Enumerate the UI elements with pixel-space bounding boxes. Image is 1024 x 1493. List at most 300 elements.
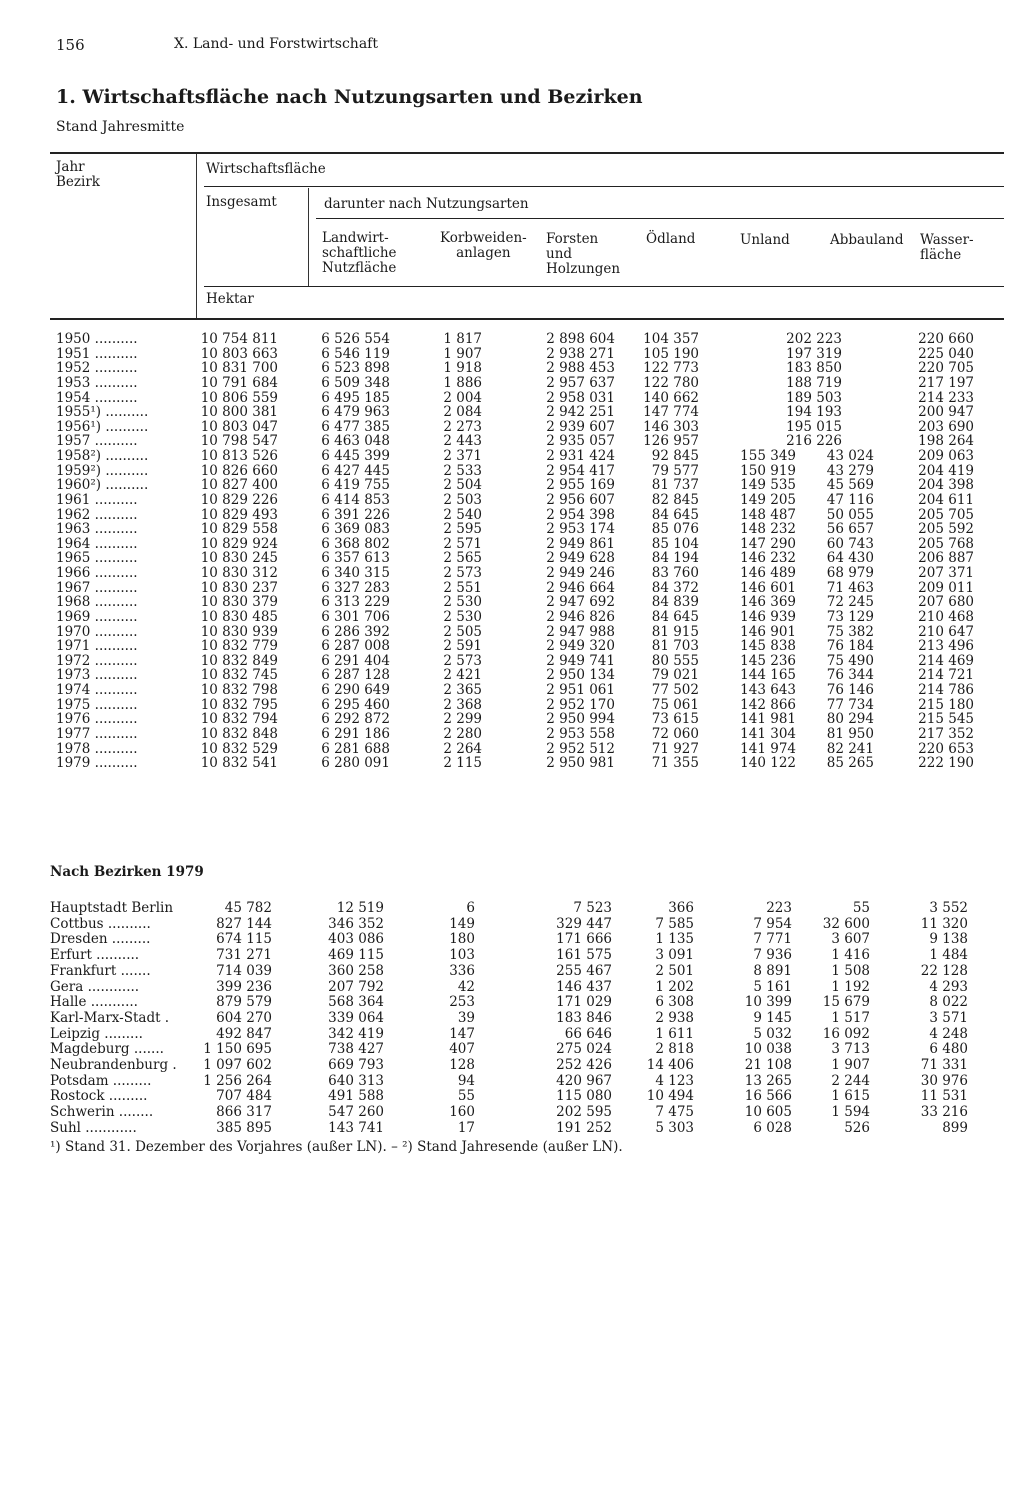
table-cell: 146 369 bbox=[740, 594, 796, 611]
table-cell: 1 192 bbox=[831, 978, 870, 995]
table-cell: 899 bbox=[942, 1119, 968, 1136]
table-cell: 10 832 529 bbox=[200, 740, 278, 757]
table-cell: 674 115 bbox=[216, 931, 272, 948]
table-cell: 214 786 bbox=[918, 682, 974, 699]
row-label: 1952 .......... bbox=[56, 360, 138, 377]
table-cell: 144 165 bbox=[740, 667, 796, 684]
row-label: 1969 .......... bbox=[56, 608, 138, 625]
table-cell: 731 271 bbox=[216, 947, 272, 964]
table-row bbox=[0, 625, 1024, 640]
row-label: 1967 .......... bbox=[56, 579, 138, 596]
table-cell: 714 039 bbox=[216, 962, 272, 979]
table-cell: 6 028 bbox=[753, 1119, 792, 1136]
table-cell: 161 575 bbox=[556, 947, 612, 964]
table-cell: 339 064 bbox=[328, 1009, 384, 1026]
table-cell: 71 463 bbox=[826, 579, 874, 596]
table-row bbox=[0, 654, 1024, 669]
table-cell: 16 092 bbox=[822, 1025, 870, 1042]
table-row bbox=[0, 1042, 1024, 1058]
table-cell: 6 480 bbox=[929, 1041, 968, 1058]
table-cell: 75 061 bbox=[651, 696, 699, 713]
table-cell: 2 951 061 bbox=[546, 682, 615, 699]
table-cell: 10 605 bbox=[744, 1104, 792, 1121]
row-label: 1979 .......... bbox=[56, 755, 138, 772]
table-cell: 202 595 bbox=[556, 1104, 612, 1121]
table-cell: 2 443 bbox=[443, 433, 482, 450]
table-row bbox=[0, 581, 1024, 596]
table-cell: 6 301 706 bbox=[321, 608, 390, 625]
row-label: 1971 .......... bbox=[56, 638, 138, 655]
table-cell: 183 850 bbox=[786, 360, 842, 377]
table-cell: 6 414 853 bbox=[321, 491, 390, 508]
table-cell: 225 040 bbox=[918, 345, 974, 362]
table-cell: 10 832 541 bbox=[200, 755, 278, 772]
row-label: Frankfurt ....... bbox=[50, 962, 151, 979]
table-cell: 827 144 bbox=[216, 915, 272, 932]
table-cell: 491 588 bbox=[328, 1088, 384, 1105]
table-cell: 2 280 bbox=[443, 726, 482, 742]
bezirke-title: Nach Bezirken 1979 bbox=[50, 864, 204, 880]
table-cell: 84 372 bbox=[651, 579, 699, 596]
table-cell: 81 703 bbox=[651, 638, 699, 655]
table-cell: 407 bbox=[449, 1041, 475, 1058]
table-cell: 207 680 bbox=[918, 594, 974, 611]
table-cell: 147 774 bbox=[643, 404, 699, 421]
header-abbauland: Abbauland bbox=[830, 232, 904, 248]
table-cell: 13 265 bbox=[744, 1072, 792, 1089]
table-row bbox=[0, 332, 1024, 347]
table-cell: 150 919 bbox=[740, 462, 796, 479]
table-cell: 2 533 bbox=[443, 462, 482, 479]
header-wasser: Wasser- fläche bbox=[920, 232, 974, 263]
table-row bbox=[0, 1027, 1024, 1043]
table-cell: 4 248 bbox=[929, 1025, 968, 1042]
table-cell: 2 949 741 bbox=[546, 652, 615, 669]
table-cell: 5 303 bbox=[655, 1119, 694, 1136]
table-cell: 2 818 bbox=[655, 1041, 694, 1058]
header-landwirtschaftliche: Landwirt- schaftliche Nutzfläche bbox=[322, 230, 397, 276]
table-cell: 366 bbox=[668, 900, 694, 916]
table-cell: 76 146 bbox=[826, 682, 874, 699]
row-label: 1951 .......... bbox=[56, 345, 138, 362]
table-cell: 204 398 bbox=[918, 477, 974, 494]
table-cell: 3 607 bbox=[831, 931, 870, 948]
table-cell: 2 957 637 bbox=[546, 374, 615, 391]
row-label: Karl-Marx-Stadt . bbox=[50, 1009, 170, 1026]
table-cell: 72 060 bbox=[651, 726, 699, 742]
table-cell: 2 368 bbox=[443, 696, 482, 713]
table-cell: 55 bbox=[852, 900, 870, 916]
table-cell: 12 519 bbox=[336, 900, 384, 916]
table-cell: 145 236 bbox=[740, 652, 796, 669]
table-cell: 3 713 bbox=[831, 1041, 870, 1058]
table-cell: 205 592 bbox=[918, 521, 974, 538]
table-cell: 198 264 bbox=[918, 433, 974, 450]
table-row bbox=[0, 391, 1024, 406]
row-label: 1955¹) .......... bbox=[56, 404, 149, 421]
table-cell: 115 080 bbox=[556, 1088, 612, 1105]
table-cell: 738 427 bbox=[328, 1041, 384, 1058]
table-cell: 2 503 bbox=[443, 491, 482, 508]
table-cell: 10 832 745 bbox=[200, 667, 278, 684]
table-row bbox=[0, 948, 1024, 964]
row-label: 1957 .......... bbox=[56, 433, 138, 450]
table-cell: 10 829 924 bbox=[200, 535, 278, 552]
table-cell: 45 569 bbox=[826, 477, 874, 494]
table-cell: 2 988 453 bbox=[546, 360, 615, 377]
table-cell: 6 281 688 bbox=[321, 740, 390, 757]
row-label: 1950 .......... bbox=[56, 331, 138, 347]
table-cell: 149 535 bbox=[740, 477, 796, 494]
table-cell: 16 566 bbox=[744, 1088, 792, 1105]
table-cell: 2 955 169 bbox=[546, 477, 615, 494]
table-cell: 43 024 bbox=[826, 448, 874, 465]
table-cell: 82 241 bbox=[826, 740, 874, 757]
table-cell: 47 116 bbox=[826, 491, 874, 508]
table-cell: 6 427 445 bbox=[321, 462, 390, 479]
table-cell: 6 368 802 bbox=[321, 535, 390, 552]
table-cell: 94 bbox=[457, 1072, 475, 1089]
page-number: 156 bbox=[56, 36, 85, 54]
table-cell: 2 595 bbox=[443, 521, 482, 538]
table-cell: 492 847 bbox=[216, 1025, 272, 1042]
table-row bbox=[0, 376, 1024, 391]
table-cell: 81 950 bbox=[826, 726, 874, 742]
table-cell: 669 793 bbox=[328, 1057, 384, 1073]
row-label: 1966 .......... bbox=[56, 565, 138, 582]
table-cell: 2 573 bbox=[443, 652, 482, 669]
row-label: 1978 .......... bbox=[56, 740, 138, 757]
table-row bbox=[0, 478, 1024, 493]
running-head: X. Land- und Forstwirtschaft bbox=[174, 36, 378, 52]
table-cell: 10 831 700 bbox=[200, 360, 278, 377]
table-cell: 1 918 bbox=[443, 360, 482, 377]
table-cell: 1 886 bbox=[443, 374, 482, 391]
table-cell: 203 690 bbox=[918, 418, 974, 435]
table-cell: 2 935 057 bbox=[546, 433, 615, 450]
row-label: 1962 .......... bbox=[56, 506, 138, 523]
table-cell: 10 829 493 bbox=[200, 506, 278, 523]
row-label: Leipzig ......... bbox=[50, 1025, 143, 1042]
table-cell: 10 806 559 bbox=[200, 389, 278, 406]
table-cell: 10 830 237 bbox=[200, 579, 278, 596]
table-row bbox=[0, 361, 1024, 376]
table-cell: 76 184 bbox=[826, 638, 874, 655]
table-cell: 2 504 bbox=[443, 477, 482, 494]
table-row bbox=[0, 566, 1024, 581]
header-rule-darunter bbox=[316, 218, 1004, 219]
table-cell: 188 719 bbox=[786, 374, 842, 391]
table-cell: 469 115 bbox=[328, 947, 384, 964]
table-cell: 204 611 bbox=[918, 491, 974, 508]
table-cell: 2 953 558 bbox=[546, 726, 615, 742]
table-cell: 195 015 bbox=[786, 418, 842, 435]
table-cell: 10 754 811 bbox=[200, 331, 278, 347]
table-cell: 214 721 bbox=[918, 667, 974, 684]
table-cell: 171 666 bbox=[556, 931, 612, 948]
table-cell: 146 437 bbox=[556, 978, 612, 995]
table-cell: 1 611 bbox=[655, 1025, 694, 1042]
table-cell: 6 287 128 bbox=[321, 667, 390, 684]
table-cell: 80 555 bbox=[651, 652, 699, 669]
header-rule-wirtschaftsflaeche bbox=[204, 186, 1004, 187]
table-cell: 2 949 861 bbox=[546, 535, 615, 552]
table-cell: 10 829 226 bbox=[200, 491, 278, 508]
table-cell: 6 369 083 bbox=[321, 521, 390, 538]
table-cell: 75 382 bbox=[826, 623, 874, 640]
table-cell: 8 891 bbox=[753, 962, 792, 979]
table-cell: 21 108 bbox=[744, 1057, 792, 1073]
table-row bbox=[0, 995, 1024, 1011]
table-cell: 2 942 251 bbox=[546, 404, 615, 421]
table-cell: 6 419 755 bbox=[321, 477, 390, 494]
table-cell: 147 bbox=[449, 1025, 475, 1042]
table-cell: 6 509 348 bbox=[321, 374, 390, 391]
row-label: Neubrandenburg . bbox=[50, 1057, 177, 1073]
table-cell: 2 264 bbox=[443, 740, 482, 757]
table-cell: 1 150 695 bbox=[203, 1041, 272, 1058]
table-cell: 10 399 bbox=[744, 994, 792, 1011]
row-label: Schwerin ........ bbox=[50, 1104, 154, 1121]
table-cell: 143 643 bbox=[740, 682, 796, 699]
table-cell: 6 308 bbox=[655, 994, 694, 1011]
insgesamt-divider bbox=[308, 188, 309, 286]
table-cell: 420 967 bbox=[556, 1072, 612, 1089]
table-cell: 76 344 bbox=[826, 667, 874, 684]
header-darunter: darunter nach Nutzungsarten bbox=[324, 196, 529, 212]
row-label: 1976 .......... bbox=[56, 711, 138, 728]
table-cell: 84 645 bbox=[651, 506, 699, 523]
table-cell: 275 024 bbox=[556, 1041, 612, 1058]
table-cell: 2 365 bbox=[443, 682, 482, 699]
row-label: 1964 .......... bbox=[56, 535, 138, 552]
table-cell: 10 813 526 bbox=[200, 448, 278, 465]
row-label: 1973 .......... bbox=[56, 667, 138, 684]
table-cell: 329 447 bbox=[556, 915, 612, 932]
row-label: Suhl ............ bbox=[50, 1119, 137, 1136]
table-cell: 197 319 bbox=[786, 345, 842, 362]
table-cell: 42 bbox=[457, 978, 475, 995]
row-label: 1961 .......... bbox=[56, 491, 138, 508]
table-cell: 2 954 417 bbox=[546, 462, 615, 479]
table-cell: 146 901 bbox=[740, 623, 796, 640]
table-cell: 385 895 bbox=[216, 1119, 272, 1136]
table-row bbox=[0, 1089, 1024, 1105]
table-cell: 141 974 bbox=[740, 740, 796, 757]
table-row bbox=[0, 508, 1024, 523]
table-cell: 253 bbox=[449, 994, 475, 1011]
table-cell: 2 244 bbox=[831, 1072, 870, 1089]
table-cell: 141 304 bbox=[740, 726, 796, 742]
table-cell: 11 531 bbox=[920, 1088, 968, 1105]
table-cell: 2 946 826 bbox=[546, 608, 615, 625]
header-top-rule bbox=[50, 152, 1004, 154]
row-label: 1959²) .......... bbox=[56, 462, 149, 479]
table-cell: 15 679 bbox=[822, 994, 870, 1011]
table-row bbox=[0, 537, 1024, 552]
table-cell: 202 223 bbox=[786, 331, 842, 347]
table-subtitle: Stand Jahresmitte bbox=[56, 119, 185, 135]
table-cell: 122 773 bbox=[643, 360, 699, 377]
row-label: Cottbus .......... bbox=[50, 915, 151, 932]
table-cell: 149 bbox=[449, 915, 475, 932]
row-label: Dresden ......... bbox=[50, 931, 151, 948]
table-cell: 6 295 460 bbox=[321, 696, 390, 713]
row-label: 1975 .......... bbox=[56, 696, 138, 713]
table-cell: 205 768 bbox=[918, 535, 974, 552]
table-cell: 2 947 692 bbox=[546, 594, 615, 611]
table-cell: 6 546 119 bbox=[321, 345, 390, 362]
table-cell: 2 530 bbox=[443, 608, 482, 625]
header-insgesamt: Insgesamt bbox=[206, 194, 277, 210]
table-row bbox=[0, 639, 1024, 654]
table-cell: 8 022 bbox=[929, 994, 968, 1011]
table-cell: 56 657 bbox=[826, 521, 874, 538]
table-cell: 4 123 bbox=[655, 1072, 694, 1089]
table-cell: 17 bbox=[457, 1119, 475, 1136]
table-cell: 399 236 bbox=[216, 978, 272, 995]
table-row bbox=[0, 712, 1024, 727]
table-cell: 79 021 bbox=[651, 667, 699, 684]
table-cell: 85 104 bbox=[651, 535, 699, 552]
table-cell: 209 011 bbox=[918, 579, 974, 596]
table-cell: 220 660 bbox=[918, 331, 974, 347]
table-cell: 207 792 bbox=[328, 978, 384, 995]
table-cell: 222 190 bbox=[918, 755, 974, 772]
table-cell: 6 291 186 bbox=[321, 726, 390, 742]
table-cell: 2 565 bbox=[443, 550, 482, 567]
table-cell: 146 939 bbox=[740, 608, 796, 625]
table-cell: 209 063 bbox=[918, 448, 974, 465]
table-cell: 1 517 bbox=[831, 1009, 870, 1026]
table-cell: 7 475 bbox=[655, 1104, 694, 1121]
table-cell: 72 245 bbox=[826, 594, 874, 611]
table-cell: 1 484 bbox=[929, 947, 968, 964]
footnote: ¹) Stand 31. Dezember des Vorjahres (außer LN). – ²) Stand Jahresende (außer LN). bbox=[50, 1139, 623, 1155]
header-bottom-rule bbox=[50, 318, 1004, 320]
table-cell: 2 931 424 bbox=[546, 448, 615, 465]
table-cell: 84 194 bbox=[651, 550, 699, 567]
table-cell: 66 646 bbox=[564, 1025, 612, 1042]
table-cell: 217 197 bbox=[918, 374, 974, 391]
table-cell: 252 426 bbox=[556, 1057, 612, 1073]
table-cell: 2 939 607 bbox=[546, 418, 615, 435]
table-cell: 81 737 bbox=[651, 477, 699, 494]
row-label: Magdeburg ....... bbox=[50, 1041, 164, 1058]
row-label: 1954 .......... bbox=[56, 389, 138, 406]
row-label: Halle ........... bbox=[50, 994, 138, 1011]
table-row bbox=[0, 1121, 1024, 1137]
table-cell: 2 084 bbox=[443, 404, 482, 421]
row-label: Rostock ......... bbox=[50, 1088, 148, 1105]
table-cell: 10 829 558 bbox=[200, 521, 278, 538]
table-cell: 43 279 bbox=[826, 462, 874, 479]
row-label: Potsdam ......... bbox=[50, 1072, 152, 1089]
table-cell: 146 232 bbox=[740, 550, 796, 567]
header-korbweiden: Korbweiden- anlagen bbox=[440, 230, 527, 261]
table-cell: 206 887 bbox=[918, 550, 974, 567]
header-stub: Jahr Bezirk bbox=[56, 159, 100, 190]
table-cell: 10 038 bbox=[744, 1041, 792, 1058]
table-row bbox=[0, 420, 1024, 435]
table-cell: 80 294 bbox=[826, 711, 874, 728]
table-cell: 85 265 bbox=[826, 755, 874, 772]
table-row bbox=[0, 493, 1024, 508]
table-cell: 5 032 bbox=[753, 1025, 792, 1042]
table-cell: 6 291 404 bbox=[321, 652, 390, 669]
table-cell: 191 252 bbox=[556, 1119, 612, 1136]
row-label: 1968 .......... bbox=[56, 594, 138, 611]
table-cell: 141 981 bbox=[740, 711, 796, 728]
table-cell: 2 273 bbox=[443, 418, 482, 435]
header-wirtschaftsflaeche: Wirtschaftsfläche bbox=[206, 161, 326, 177]
table-cell: 879 579 bbox=[216, 994, 272, 1011]
table-cell: 9 145 bbox=[753, 1009, 792, 1026]
table-cell: 6 287 008 bbox=[321, 638, 390, 655]
table-cell: 30 976 bbox=[920, 1072, 968, 1089]
table-row bbox=[0, 449, 1024, 464]
table-cell: 866 317 bbox=[216, 1104, 272, 1121]
table-cell: 10 798 547 bbox=[200, 433, 278, 450]
table-cell: 2 371 bbox=[443, 448, 482, 465]
table-cell: 6 479 963 bbox=[321, 404, 390, 421]
table-cell: 200 947 bbox=[918, 404, 974, 421]
table-cell: 10 803 047 bbox=[200, 418, 278, 435]
table-cell: 7 936 bbox=[753, 947, 792, 964]
table-cell: 183 846 bbox=[556, 1009, 612, 1026]
table-cell: 50 055 bbox=[826, 506, 874, 523]
table-cell: 55 bbox=[457, 1088, 475, 1105]
table-row bbox=[0, 1058, 1024, 1074]
table-cell: 71 355 bbox=[651, 755, 699, 772]
table-cell: 10 791 684 bbox=[200, 374, 278, 391]
table-cell: 146 303 bbox=[643, 418, 699, 435]
table-cell: 207 371 bbox=[918, 565, 974, 582]
table-row bbox=[0, 347, 1024, 362]
table-cell: 33 216 bbox=[920, 1104, 968, 1121]
table-cell: 10 800 381 bbox=[200, 404, 278, 421]
table-cell: 92 845 bbox=[651, 448, 699, 465]
table-cell: 204 419 bbox=[918, 462, 974, 479]
table-cell: 71 927 bbox=[651, 740, 699, 757]
table-cell: 6 495 185 bbox=[321, 389, 390, 406]
table-cell: 6 357 613 bbox=[321, 550, 390, 567]
table-cell: 82 845 bbox=[651, 491, 699, 508]
table-cell: 73 615 bbox=[651, 711, 699, 728]
table-cell: 2 952 170 bbox=[546, 696, 615, 713]
row-label: 1958²) .......... bbox=[56, 448, 149, 465]
table-cell: 3 571 bbox=[929, 1009, 968, 1026]
table-cell: 122 780 bbox=[643, 374, 699, 391]
table-cell: 213 496 bbox=[918, 638, 974, 655]
table-cell: 2 573 bbox=[443, 565, 482, 582]
table-cell: 147 290 bbox=[740, 535, 796, 552]
table-cell: 10 830 485 bbox=[200, 608, 278, 625]
table-cell: 146 489 bbox=[740, 565, 796, 582]
table-cell: 220 653 bbox=[918, 740, 974, 757]
table-cell: 180 bbox=[449, 931, 475, 948]
table-cell: 10 830 379 bbox=[200, 594, 278, 611]
table-cell: 6 286 392 bbox=[321, 623, 390, 640]
table-cell: 10 832 795 bbox=[200, 696, 278, 713]
table-cell: 6 477 385 bbox=[321, 418, 390, 435]
table-row bbox=[0, 610, 1024, 625]
row-label: Gera ............ bbox=[50, 978, 140, 995]
table-cell: 2 950 981 bbox=[546, 755, 615, 772]
table-cell: 217 352 bbox=[918, 726, 974, 742]
table-cell: 77 502 bbox=[651, 682, 699, 699]
table-row bbox=[0, 405, 1024, 420]
